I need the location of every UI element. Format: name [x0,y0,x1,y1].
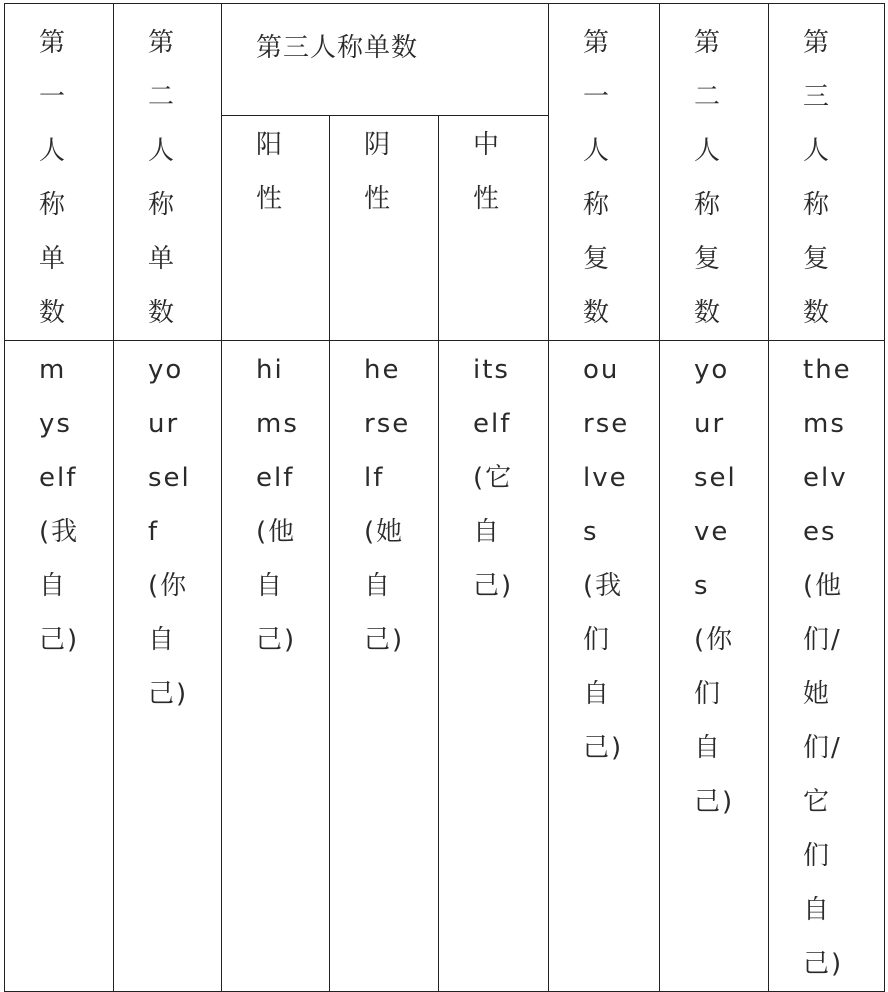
header-third-person-plural: 第 三 人 称 复 数 [769,4,885,341]
pronoun-row [5,341,885,992]
cell-herself: he rse lf (她 自 己) [330,341,439,992]
cell-yourself: yo ur sel f (你 自 己) [114,341,222,992]
cell-itself: its elf (它 自 己) [439,341,549,992]
cell-themselves: the ms elv es (他 们/ 她 们/ 它 们 自 己) [769,341,885,992]
header-feminine: 阴 性 [330,115,439,340]
header-first-person-singular: 第 一 人 称 单 数 [5,4,114,341]
header-first-person-plural: 第 一 人 称 复 数 [549,4,660,341]
cell-himself: hi ms elf (他 自 己) [222,341,330,992]
header-row [5,4,885,116]
header-second-person-singular: 第 二 人 称 单 数 [114,4,222,341]
reflexive-pronoun-table [4,3,885,992]
header-neuter: 中 性 [439,115,549,340]
cell-ourselves: ou rse lve s (我 们 自 己) [549,341,660,992]
header-masculine: 阳 性 [222,115,330,340]
header-second-person-plural: 第 二 人 称 复 数 [660,4,769,341]
header-third-person-singular: 第三人称单数 [222,4,549,116]
cell-myself: m ys elf (我 自 己) [5,341,114,992]
cell-yourselves: yo ur sel ve s (你 们 自 己) [660,341,769,992]
